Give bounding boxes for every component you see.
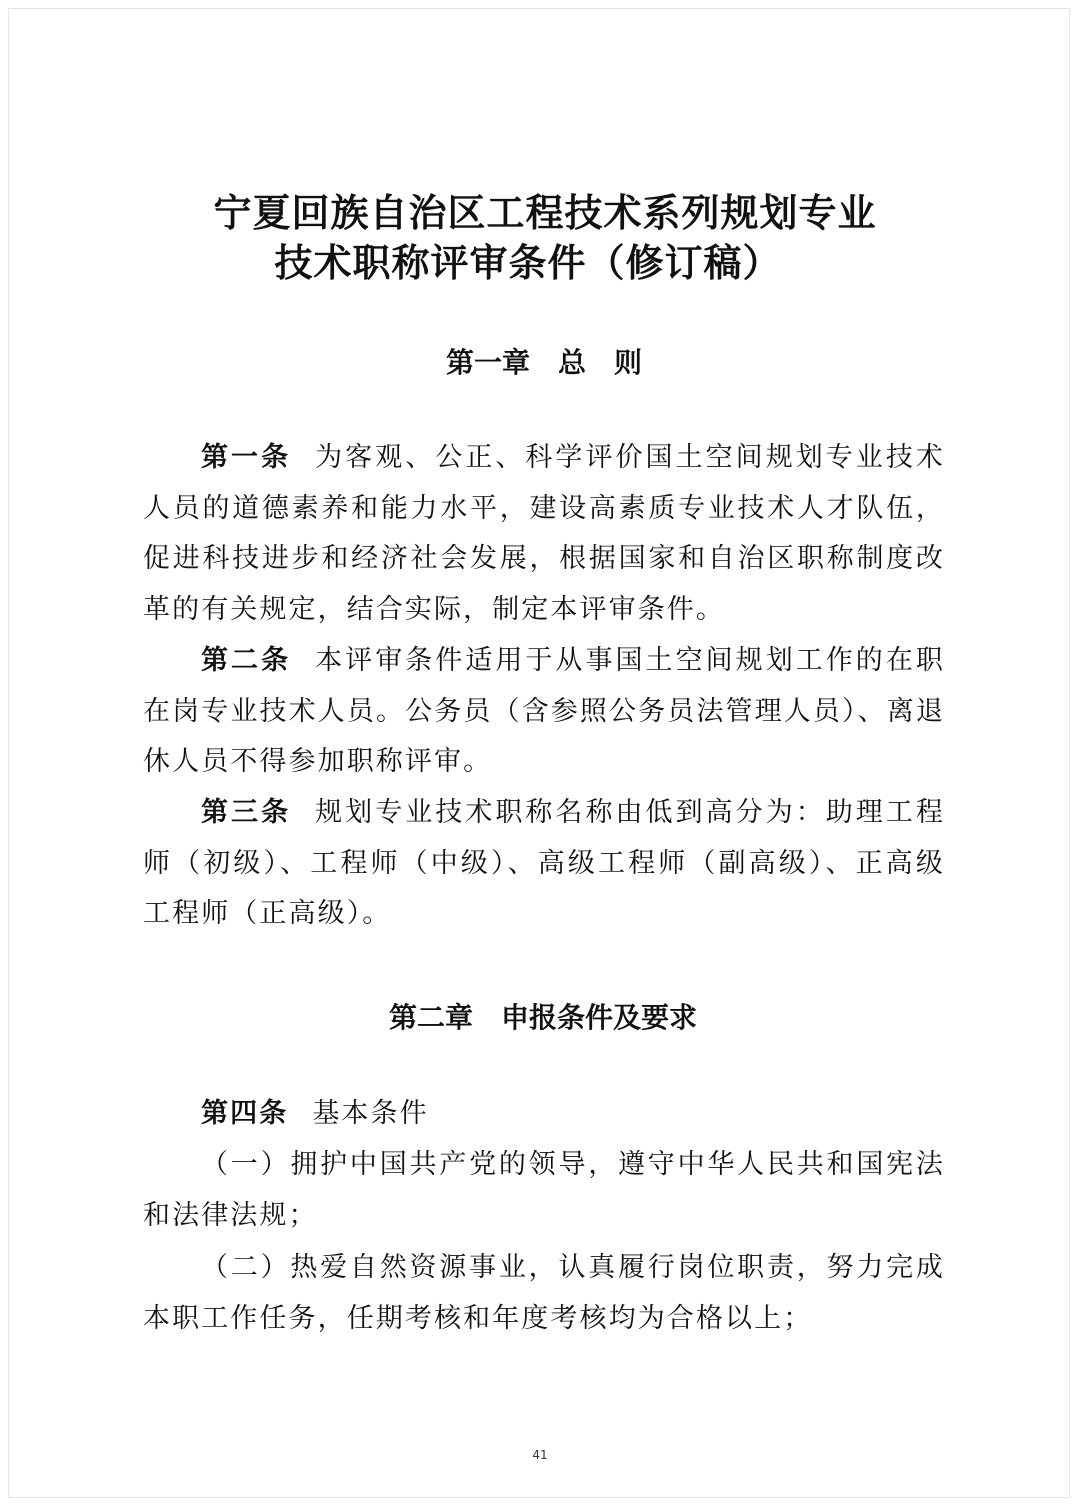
article-1-text: 为客观、公正、科学评价国土空间规划专业技术人员的道德素养和能力水平，建设高素质专业技术人才队伍，促进科技进步和经济社会发展，根据国家和自治区职称制度改革的有关规定，结合实际，制定本评审条件。 [143, 442, 945, 625]
condition-1: （一）拥护中国共产党的领导，遵守中华人民共和国宪法和法律法规； [143, 1149, 945, 1231]
chapter-2-heading: 第二章 申报条件及要求 [388, 1001, 697, 1034]
article-1 [143, 433, 945, 635]
article-3-label: 第三条 [201, 797, 292, 828]
chapter-1-heading: 第一章 总 则 [445, 346, 642, 379]
article-1-label: 第一条 [201, 442, 292, 473]
article-4 [143, 1089, 945, 1140]
article-4-label: 第四条 [201, 1098, 289, 1129]
article-3 [143, 788, 945, 940]
article-3-text: 规划专业技术职称名称由低到高分为：助理工程师（初级）、工程师（中级）、高级工程师（副高级）、正高级工程师（正高级）。 [143, 797, 945, 930]
document-title-line-2: 技术职称评审条件（修订稿） [274, 241, 782, 285]
condition-2: （二）热爱自然资源事业，认真履行岗位职责，努力完成本职工作任务，任期考核和年度考核均为合格以上； [143, 1252, 945, 1334]
article-2-text: 本评审条件适用于从事国土空间规划工作的在职在岗专业技术人员。公务员（含参照公务员法管理人员）、离退休人员不得参加职称评审。 [143, 645, 945, 778]
article-2-label: 第二条 [201, 645, 292, 676]
page-number: 41 [532, 1448, 548, 1462]
article-2 [143, 636, 945, 788]
article-4-text: 基本条件 [312, 1098, 429, 1129]
document-title-line-1: 宁夏回族自治区工程技术系列规划专业 [213, 191, 877, 235]
